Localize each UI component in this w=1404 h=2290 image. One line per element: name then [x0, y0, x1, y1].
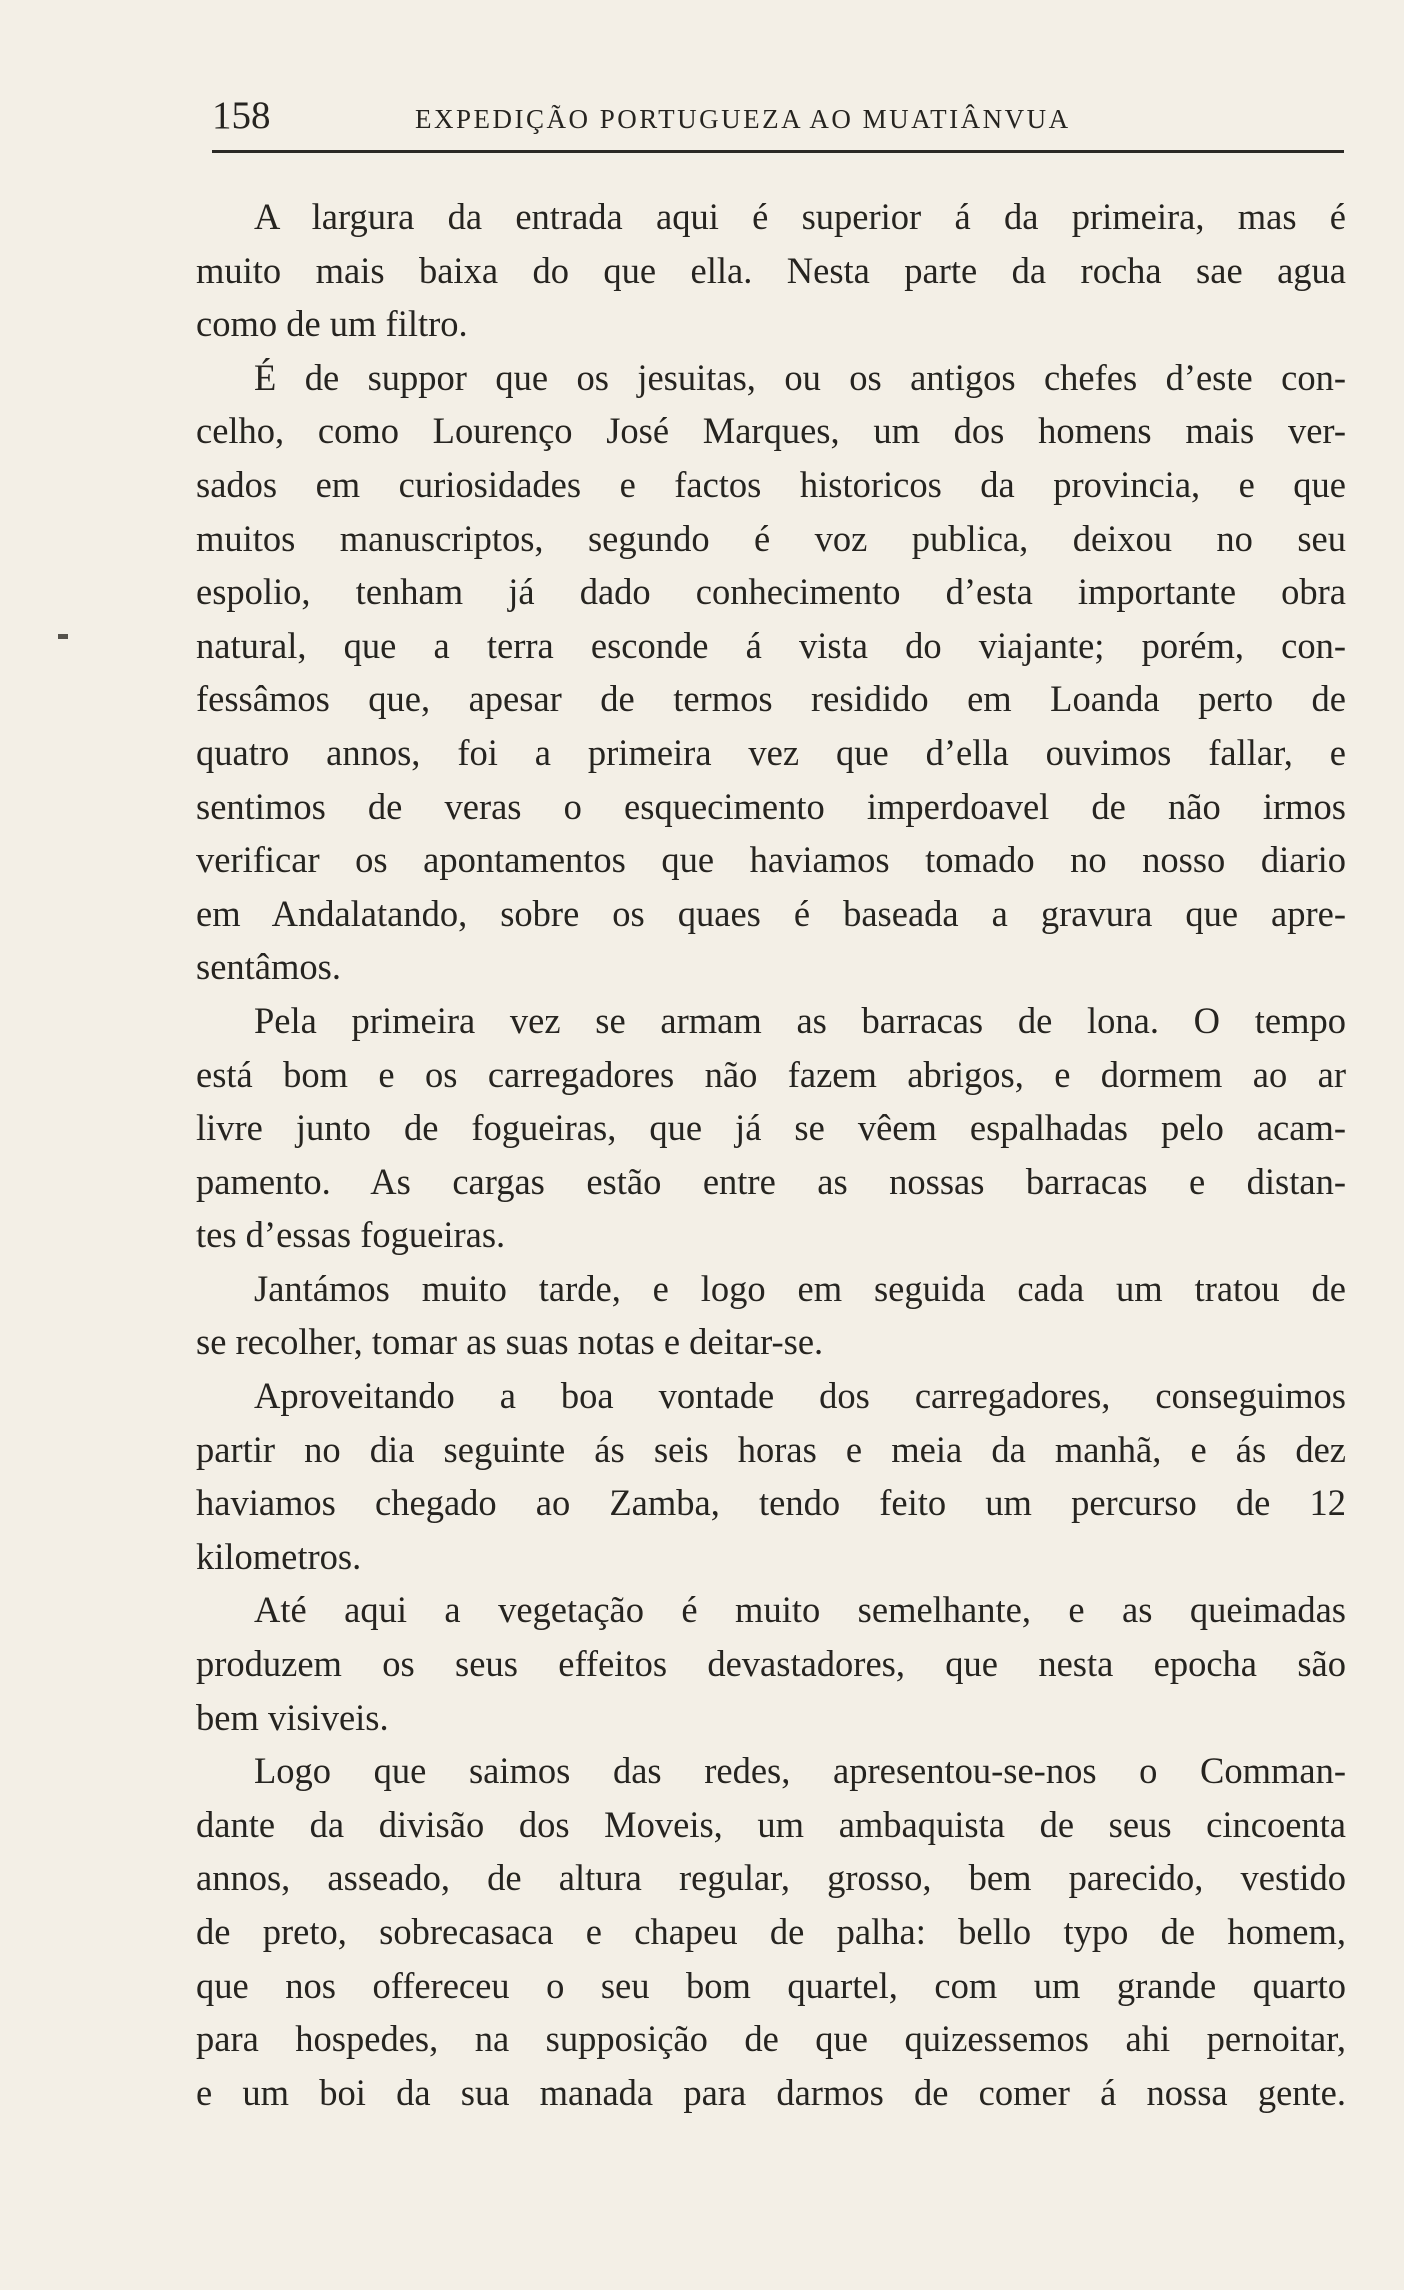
text-line: Jantámos muito tarde, e logo em seguida cada um tratou de [254, 1267, 1346, 1309]
text-line: muito mais baixa do que ella. Nesta parte da rocha sae agua [196, 249, 1346, 291]
margin-mark [58, 634, 68, 639]
paragraph-5 [196, 1369, 1346, 1583]
text-line: está bom e os carregadores não fazem abrigos, e dormem ao ar [196, 1053, 1346, 1095]
header-rule [212, 150, 1344, 153]
paragraph-7 [196, 1744, 1346, 2119]
page-header [212, 92, 1337, 140]
text-line: para hospedes, na supposição de que quizessemos ahi pernoitar, [196, 2018, 1346, 2060]
text-line: celho, como Lourenço José Marques, um dos homens mais ver- [196, 410, 1346, 452]
text-line: sentâmos. [196, 946, 341, 988]
paragraph-3 [196, 994, 1346, 1262]
text-line: de preto, sobrecasaca e chapeu de palha: bello typo de homem, [196, 1911, 1346, 1952]
paragraph-1 [196, 190, 1346, 351]
text-line: A largura da entrada aqui é superior á da primeira, mas é [254, 196, 1346, 237]
page-number: 158 [212, 94, 271, 137]
text-line: bem visiveis. [196, 1696, 389, 1738]
paragraph-4 [196, 1262, 1346, 1369]
text-line: annos, asseado, de altura regular, grosso, bem parecido, vestido [196, 1857, 1346, 1899]
text-line: haviamos chegado ao Zamba, tendo feito um percurso de 12 [196, 1482, 1346, 1524]
text-line: É de suppor que os jesuitas, ou os antigos chefes d’este con- [254, 356, 1346, 398]
text-line: Logo que saimos das redes, apresentou-se-nos o Comman- [254, 1750, 1346, 1792]
text-line: sados em curiosidades e factos historicos da provincia, e que [196, 463, 1346, 505]
body-text [196, 190, 1346, 2119]
text-line: sentimos de veras o esquecimento imperdoavel de não irmos [196, 785, 1346, 827]
text-line: Pela primeira vez se armam as barracas de lona. O tempo [254, 999, 1346, 1041]
text-line: livre junto de fogueiras, que já se vêem espalhadas pelo acam- [196, 1107, 1346, 1149]
text-line: e um boi da sua manada para darmos de comer á nossa gente. [196, 2071, 1346, 2113]
text-line: fessâmos que, apesar de termos residido em Loanda perto de [196, 678, 1346, 720]
text-line: pamento. As cargas estão entre as nossas barracas e distan- [196, 1160, 1346, 1202]
text-line: Aproveitando a boa vontade dos carregadores, conseguimos [254, 1375, 1346, 1417]
text-line: espolio, tenham já dado conhecimento d’esta importante obra [196, 571, 1346, 613]
text-line: que nos offereceu o seu bom quartel, com um grande quarto [196, 1964, 1346, 2006]
text-line: partir no dia seguinte ás seis horas e meia da manhã, e ás dez [196, 1428, 1346, 1470]
text-line: Até aqui a vegetação é muito semelhante, e as queimadas [254, 1589, 1346, 1631]
text-line: como de um filtro. [196, 303, 468, 345]
paragraph-6 [196, 1583, 1346, 1744]
text-line: tes d’essas fogueiras. [196, 1214, 506, 1256]
text-line: verificar os apontamentos que haviamos tomado no nosso diario [196, 839, 1346, 881]
paragraph-2 [196, 351, 1346, 994]
text-line: quatro annos, foi a primeira vez que d’ella ouvimos fallar, e [196, 731, 1346, 773]
text-line: em Andalatando, sobre os quaes é baseada a gravura que apre- [196, 892, 1346, 934]
text-line: se recolher, tomar as suas notas e deitar-se. [196, 1321, 824, 1363]
running-title: EXPEDIÇÃO PORTUGUEZA AO MUATIÂNVUA [415, 104, 1071, 134]
text-line: dante da divisão dos Moveis, um ambaquista de seus cincoenta [196, 1803, 1346, 1845]
text-line: kilometros. [196, 1535, 362, 1577]
text-line: natural, que a terra esconde á vista do viajante; porém, con- [196, 624, 1346, 666]
text-line: muitos manuscriptos, segundo é voz publica, deixou no seu [196, 517, 1346, 559]
text-line: produzem os seus effeitos devastadores, que nesta epocha são [196, 1643, 1346, 1685]
